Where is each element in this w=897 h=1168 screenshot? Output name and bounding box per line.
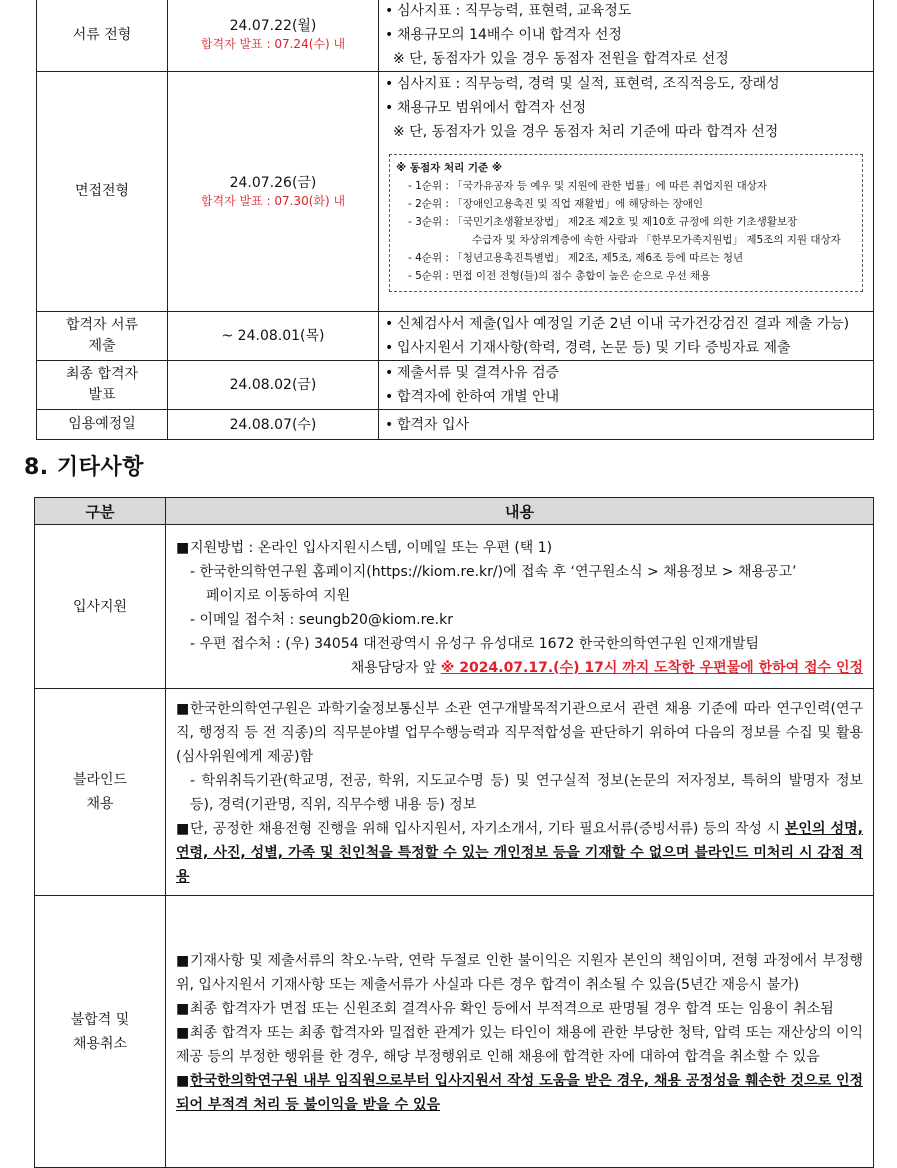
tie-break-line: 수급자 및 차상위계층에 속한 사람과 「한부모가족지원법」 제5조의 지원 대상자 (472, 234, 841, 246)
cancel-warning: 한국한의학연구원 내부 임직원으로부터 입사지원서 작성 도움을 받은 경우, 채용 공정성을 훼손한 것으로 인정되어 부적격 처리 등 불이익을 받을 수 있음 (176, 1072, 863, 1113)
announce-date: 합격자 발표 : 07.30(화) 내 (200, 193, 346, 208)
detail-note: ※ 단, 동점자가 있을 경우 동점자 전원을 합격자로 선정 (393, 51, 729, 67)
stage-label: 임용예정일 (68, 416, 136, 432)
misc-header-row (35, 498, 874, 525)
stage-date: 24.07.26(금) (229, 174, 317, 191)
date-cell (168, 312, 379, 361)
detail-cell (379, 410, 874, 440)
misc-row-apply (35, 525, 874, 689)
schedule-table (36, 0, 874, 440)
stage-date: 24.08.07(수) (229, 416, 317, 433)
stage-cell (37, 312, 168, 361)
stage-date: ~ 24.08.01(목) (221, 328, 325, 344)
stage-cell (37, 72, 168, 312)
stage-cell (37, 361, 168, 410)
stage-label: 면접전형 (74, 183, 130, 199)
misc-row-blind (35, 689, 874, 896)
schedule-row-final (37, 361, 874, 410)
detail-item: • 신체검사서 제출(입사 예정일 기준 2년 이내 국가건강검진 결과 제출 가능) (385, 316, 850, 332)
detail-item: • 심사지표 : 직무능력, 표현력, 교육정도 (385, 3, 632, 19)
date-cell (168, 0, 379, 72)
content-item: - 학위취득기관(학교명, 전공, 학위, 지도교수명 등) 및 연구실적 정보(논문의 저자정보, 특허의 발명자 정보 등), 경력(기관명, 직위, 직무수행 내용 등) 정보 (190, 773, 863, 813)
tie-break-title: ※ 동점자 처리 기준 ※ (396, 162, 503, 174)
category-label: 입사지원 (72, 598, 128, 615)
misc-table (34, 497, 874, 1168)
stage-cell (37, 0, 168, 72)
detail-item: • 심사지표 : 직무능력, 경력 및 실적, 표현력, 조직적응도, 장래성 (385, 76, 780, 92)
content-item: ■최종 합격자 또는 최종 합격자와 밀접한 관계가 있는 타인이 채용에 관한 부당한 청탁, 압력 또는 재산상의 이익 제공 등의 부정한 행위를 한 경우, 해당 부정행위로 인해 채용에 합격한 자에 대하여 합격을 취소할 수 있음 (176, 1024, 863, 1065)
announce-date: 합격자 발표 : 07.24(수) 내 (200, 37, 346, 51)
content-cell (166, 896, 874, 1168)
tie-break-line: - 1순위 : 「국가유공자 등 예우 및 지원에 관한 법률」에 따른 취업지원 대상자 (408, 180, 768, 192)
detail-item: • 합격자 입사 (385, 416, 470, 433)
detail-cell (379, 312, 874, 361)
tie-break-line: - 2순위 : 「장애인고용촉진 및 직업 재활법」에 해당하는 장애인 (408, 198, 703, 210)
stage-label: 발표 (88, 387, 116, 403)
detail-cell (379, 0, 874, 72)
category-label: 불합격 및 (70, 1011, 130, 1028)
content-item: - 이메일 접수처 : seungb20@kiom.re.kr (190, 611, 453, 628)
stage-label: 최종 합격자 (65, 366, 139, 382)
stage-label: 서류 전형 (72, 26, 132, 43)
tie-break-line: - 4순위 : 「청년고용촉진특별법」 제2조, 제5조, 제6조 등에 따르는 청년 (408, 252, 744, 264)
content-cell (166, 689, 874, 896)
content-item: ■한국한의학연구원은 과학기술정보통신부 소관 연구개발목적기관으로서 관련 채용 기준에 따라 연구인력(연구직, 행정직 등 전 직종)의 직무분야별 업무수행능력과 직무적합성을 판단하기 위하여 다음의 정보를 수집 및 활용(심사위원에게 제공)함 (176, 701, 863, 765)
content-item: 페이지로 이동하여 지원 (206, 587, 351, 604)
category-cell (35, 896, 166, 1168)
content-item: ■단, 공정한 채용전형 진행을 위해 입사지원서, 자기소개서, 기타 필요서류(증빙서류) 등의 작성 시 본인의 성명, 연령, 사진, 성별, 가족 및 친인척을 특정할 수 있는 개인정보 등을 기재할 수 없으며 블라인드 미처리 시 감점 적용 (176, 821, 863, 885)
date-cell (168, 410, 379, 440)
detail-item: • 합격자에 한하여 개별 안내 (385, 389, 560, 405)
category-label: 채용취소 (72, 1035, 128, 1052)
tie-break-line: - 5순위 : 면접 이전 전형(들)의 점수 총합이 높은 순으로 우선 채용 (408, 270, 711, 282)
tie-break-box (389, 154, 863, 292)
content-item: ■기재사항 및 제출서류의 착오·누락, 연락 두절로 인한 불이익은 지원자 본인의 책임이며, 전형 과정에서 부정행위, 입사지원서 기재사항 또는 제출서류가 사실과 다른 경우 합격이 취소될 수 있음(5년간 재응시 불가) (176, 952, 863, 993)
stage-label: 제출 (88, 338, 116, 354)
detail-item: • 채용규모 범위에서 합격자 선정 (385, 100, 587, 116)
header-category: 구분 (35, 498, 166, 525)
content-item: ■최종 합격자가 면접 또는 신원조회 결격사유 확인 등에서 부적격으로 판명될 경우 합격 또는 임용이 취소됨 (176, 1000, 834, 1017)
detail-note: ※ 단, 동점자가 있을 경우 동점자 처리 기준에 따라 합격자 선정 (393, 124, 779, 140)
section-title: 8. 기타사항 (24, 455, 144, 480)
schedule-row-interview (37, 72, 874, 312)
content-cell (166, 525, 874, 689)
blind-warning: 본인의 성명, 연령, 사진, 성별, 가족 및 친인척을 특정할 수 있는 개인정보 등을 기재할 수 없으며 블라인드 미처리 시 감점 적용 (176, 821, 863, 885)
stage-date: 24.08.02(금) (229, 377, 317, 393)
date-cell (168, 361, 379, 410)
detail-cell (379, 72, 874, 312)
category-cell (35, 525, 166, 689)
misc-row-cancel (35, 896, 874, 1168)
schedule-row-submit (37, 312, 874, 361)
tie-break-line: - 3순위 : 「국민기초생활보장법」 제2조 제2호 및 제10호 규정에 의한 기초생활보장 (408, 216, 798, 228)
stage-date: 24.07.22(월) (229, 18, 317, 34)
detail-item: • 채용규모의 14배수 이내 합격자 선정 (385, 27, 622, 43)
stage-label: 합격자 서류 (65, 317, 139, 333)
date-cell (168, 72, 379, 312)
content-item: 채용담당자 앞 ※ 2024.07.17.(수) 17시 까지 도착한 우편물에 한하여 접수 인정 (350, 659, 863, 676)
category-cell (35, 689, 166, 896)
header-content: 내용 (166, 498, 874, 525)
detail-item: • 입사지원서 기재사항(학력, 경력, 논문 등) 및 기타 증빙자료 제출 (385, 340, 791, 356)
content-item: ■지원방법 : 온라인 입사지원시스템, 이메일 또는 우편 (택 1) (176, 539, 553, 556)
stage-cell (37, 410, 168, 440)
detail-item: • 제출서류 및 결격사유 검증 (385, 365, 560, 381)
deadline-notice: ※ 2024.07.17.(수) 17시 까지 도착한 우편물에 한하여 접수 인정 (440, 659, 863, 676)
category-label: 채용 (86, 796, 114, 812)
schedule-row-start (37, 410, 874, 440)
content-item: ■한국한의학연구원 내부 임직원으로부터 입사지원서 작성 도움을 받은 경우, 채용 공정성을 훼손한 것으로 인정되어 부적격 처리 등 불이익을 받을 수 있음 (176, 1072, 863, 1113)
schedule-row-document (37, 0, 874, 72)
detail-cell (379, 361, 874, 410)
category-label: 블라인드 (72, 772, 128, 788)
content-item: - 우편 접수처 : (우) 34054 대전광역시 유성구 유성대로 1672 한국한의학연구원 인재개발팀 (190, 635, 760, 652)
content-item: - 한국한의학연구원 홈페이지(https://kiom.re.kr/)에 접속 후 ‘연구원소식 > 채용정보 > 채용공고’ (190, 563, 797, 580)
